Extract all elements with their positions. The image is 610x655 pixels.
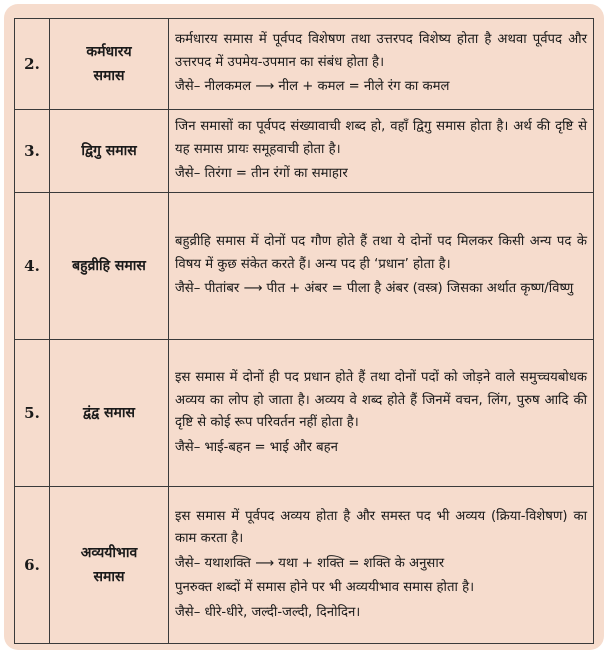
example-text: जैसे– भाई-बहन = भाई और बहन bbox=[175, 439, 338, 455]
samas-name-line: बहुव्रीहि समास bbox=[72, 258, 146, 274]
samas-name bbox=[50, 110, 169, 193]
row-number: 3. bbox=[15, 110, 50, 193]
samas-description bbox=[169, 487, 594, 644]
example-text: जैसे– तिरंगा = तीन रंगों का समाहार bbox=[175, 166, 348, 182]
samas-name-line: द्विगु समास bbox=[81, 143, 137, 159]
table-row bbox=[15, 340, 594, 487]
samas-name bbox=[50, 487, 169, 644]
samas-description bbox=[169, 110, 594, 193]
row-number: 6. bbox=[15, 487, 50, 644]
samas-name bbox=[50, 340, 169, 487]
samas-description bbox=[169, 193, 594, 340]
table-row bbox=[15, 193, 594, 340]
row-number: 5. bbox=[15, 340, 50, 487]
table-row bbox=[15, 487, 594, 644]
samas-name-line: द्वंद्व समास bbox=[83, 405, 135, 421]
example-text: जैसे– नीलकमल ⟶ नील + कमल = नीले रंग का कमल bbox=[175, 79, 450, 95]
samas-name-line: अव्ययीभाव bbox=[80, 545, 138, 561]
example-text: जैसे– पीतांबर ⟶ पीत + अंबर = पीला है अंबर (वस्त्र) जिसका अर्थात कृष्ण/विष्णु bbox=[175, 281, 574, 297]
samas-table bbox=[14, 18, 594, 644]
example-text: पुनरुक्त शब्दों में समास होने पर भी अव्ययीभाव समास होता है। bbox=[175, 580, 475, 596]
description-text: इस समास में दोनों ही पद प्रधान होते हैं तथा दोनों पदों को जोड़ने वाले समुच्चयबोधक अव्यय का लोप हो जाता है। अव्यय वे शब्द होते हैं जिनमें वचन, लिंग, पुरुष आदि की दृष्टि से कोई रूप परिवर्तन नहीं होता है। bbox=[175, 370, 587, 430]
samas-name bbox=[50, 193, 169, 340]
samas-name-line: समास bbox=[93, 569, 125, 585]
description-text: बहुव्रीहि समास में दोनों पद गौण होते हैं तथा ये दोनों पद मिलकर किसी अन्य पद के विषय में कुछ संकेत करते हैं। अन्य पद ही ‘प्रधान’ होता है। bbox=[175, 234, 587, 272]
table-row bbox=[15, 110, 594, 193]
samas-name bbox=[50, 19, 169, 110]
samas-table-panel bbox=[4, 4, 604, 650]
example-text: जैसे– यथाशक्ति ⟶ यथा + शक्ति = शक्ति के अनुसार bbox=[175, 555, 445, 571]
table-row bbox=[15, 19, 594, 110]
samas-description bbox=[169, 19, 594, 110]
description-text: जिन समासों का पूर्वपद संख्यावाची शब्द हो, वहाँ द्विगु समास होता है। अर्थ की दृष्टि से यह समास प्रायः समूहवाची होता है। bbox=[175, 119, 587, 157]
example-text: जैसे– धीरे-धीरे, जल्दी-जल्दी, दिनोदिन। bbox=[175, 604, 361, 620]
row-number: 2. bbox=[15, 19, 50, 110]
row-number: 4. bbox=[15, 193, 50, 340]
description-text: कर्मधारय समास में पूर्वपद विशेषण तथा उत्तरपद विशेष्य होता है अथवा पूर्वपद और उत्तरपद में उपमेय-उपमान का संबंध होता है। bbox=[175, 32, 587, 70]
samas-name-line: समास bbox=[93, 68, 125, 84]
samas-description bbox=[169, 340, 594, 487]
description-text: इस समास में पूर्वपद अव्यय होता है और समस्त पद भी अव्यय (क्रिया-विशेषण) का काम करता है। bbox=[175, 508, 587, 547]
samas-name-line: कर्मधारय bbox=[86, 44, 132, 60]
